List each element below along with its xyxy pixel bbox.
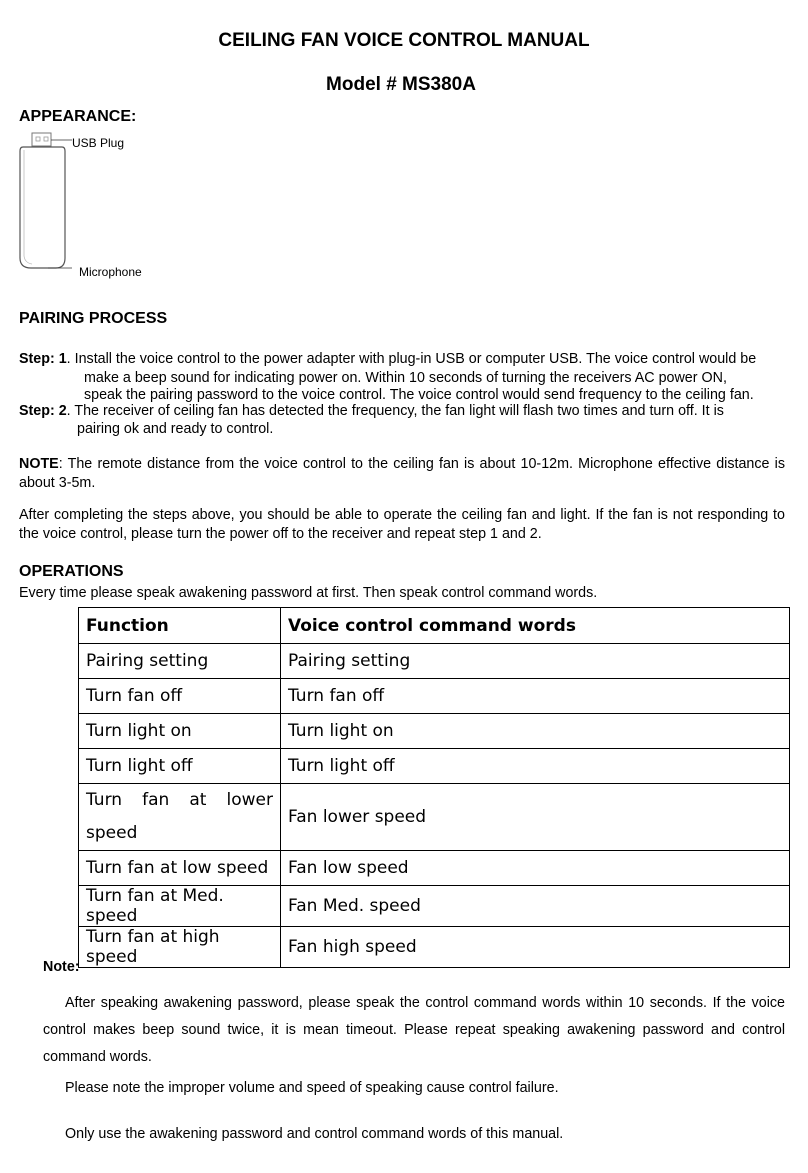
pairing-heading: PAIRING PROCESS <box>19 310 168 327</box>
function-cell: Turn fan at low speed <box>79 851 281 886</box>
after-steps-paragraph: After completing the steps above, you should be able to operate the ceiling fan and light. If the fan is not responding to the voice control, please turn the power off to the receiver and repeat step 1 and 2. <box>19 507 785 542</box>
command-cell: Turn fan off <box>281 679 790 714</box>
function-cell: Pairing setting <box>79 644 281 679</box>
command-cell: Turn light off <box>281 749 790 784</box>
step-2-text: . The receiver of ceiling fan has detected the frequency, the fan light will flash two times and turn off. It is <box>66 403 724 419</box>
notes-label: Note: <box>43 959 80 975</box>
notes-paragraph-1: After speaking awakening password, please speak the control command words within 10 seconds. If the voice control makes beep sound twice, it is mean timeout. Please repeat speaking awakening password and control command words. <box>43 995 785 1065</box>
appearance-heading: APPEARANCE: <box>19 108 137 125</box>
usb-device-illustration <box>18 132 78 274</box>
step-2-line-2: pairing ok and ready to control. <box>77 421 274 437</box>
table-row <box>79 749 790 784</box>
table-header-row <box>79 608 790 644</box>
note-label: NOTE <box>19 456 59 472</box>
table-row <box>79 851 790 886</box>
pairing-note <box>19 455 785 493</box>
table-row <box>79 927 790 968</box>
voice-command-table <box>78 607 790 968</box>
step-1-line-3: speak the pairing password to the voice control. The voice control would send frequency to the ceiling fan. <box>84 387 754 403</box>
command-cell: Fan high speed <box>281 927 790 968</box>
function-cell: Turn fan at high speed <box>79 927 281 968</box>
command-cell: Fan lower speed <box>281 784 790 851</box>
command-cell: Pairing setting <box>281 644 790 679</box>
table-row <box>79 679 790 714</box>
header-voice-command: Voice control command words <box>281 608 790 644</box>
step-1-label: Step: 1 <box>19 351 67 367</box>
notes-paragraph-2: Please note the improper volume and speed of speaking cause control failure. <box>65 1080 559 1096</box>
table-row <box>79 714 790 749</box>
usb-plug-label: USB Plug <box>72 136 125 150</box>
function-cell: Turn fan at lower speed <box>79 784 281 851</box>
model-number: Model # MS380A <box>326 74 476 95</box>
command-cell: Fan Med. speed <box>281 886 790 927</box>
header-function: Function <box>79 608 281 644</box>
function-cell: Turn fan at Med. speed <box>79 886 281 927</box>
function-cell: Turn light off <box>79 749 281 784</box>
command-cell: Fan low speed <box>281 851 790 886</box>
table-row <box>79 644 790 679</box>
operations-heading: OPERATIONS <box>19 563 124 580</box>
note-text: : The remote distance from the voice control to the ceiling fan is about 10-12m. Microphone effective distance is about 3-5m. <box>19 456 785 491</box>
microphone-label: Microphone <box>79 265 142 279</box>
table-row <box>79 784 790 851</box>
step-1 <box>19 350 791 369</box>
function-cell: Turn fan off <box>79 679 281 714</box>
step-2 <box>19 402 791 421</box>
notes-paragraph-3: Only use the awakening password and control command words of this manual. <box>65 1126 564 1142</box>
step-2-label: Step: 2 <box>19 403 67 419</box>
document-title: CEILING FAN VOICE CONTROL MANUAL <box>218 30 590 51</box>
table-row <box>79 886 790 927</box>
step-1-line-2: make a beep sound for indicating power on. Within 10 seconds of turning the receivers AC power ON, <box>84 370 727 386</box>
function-cell: Turn light on <box>79 714 281 749</box>
step-1-text: . Install the voice control to the power adapter with plug-in USB or computer USB. The voice control would be <box>66 351 757 367</box>
operations-intro: Every time please speak awakening password at first. Then speak control command words. <box>19 585 598 601</box>
command-cell: Turn light on <box>281 714 790 749</box>
